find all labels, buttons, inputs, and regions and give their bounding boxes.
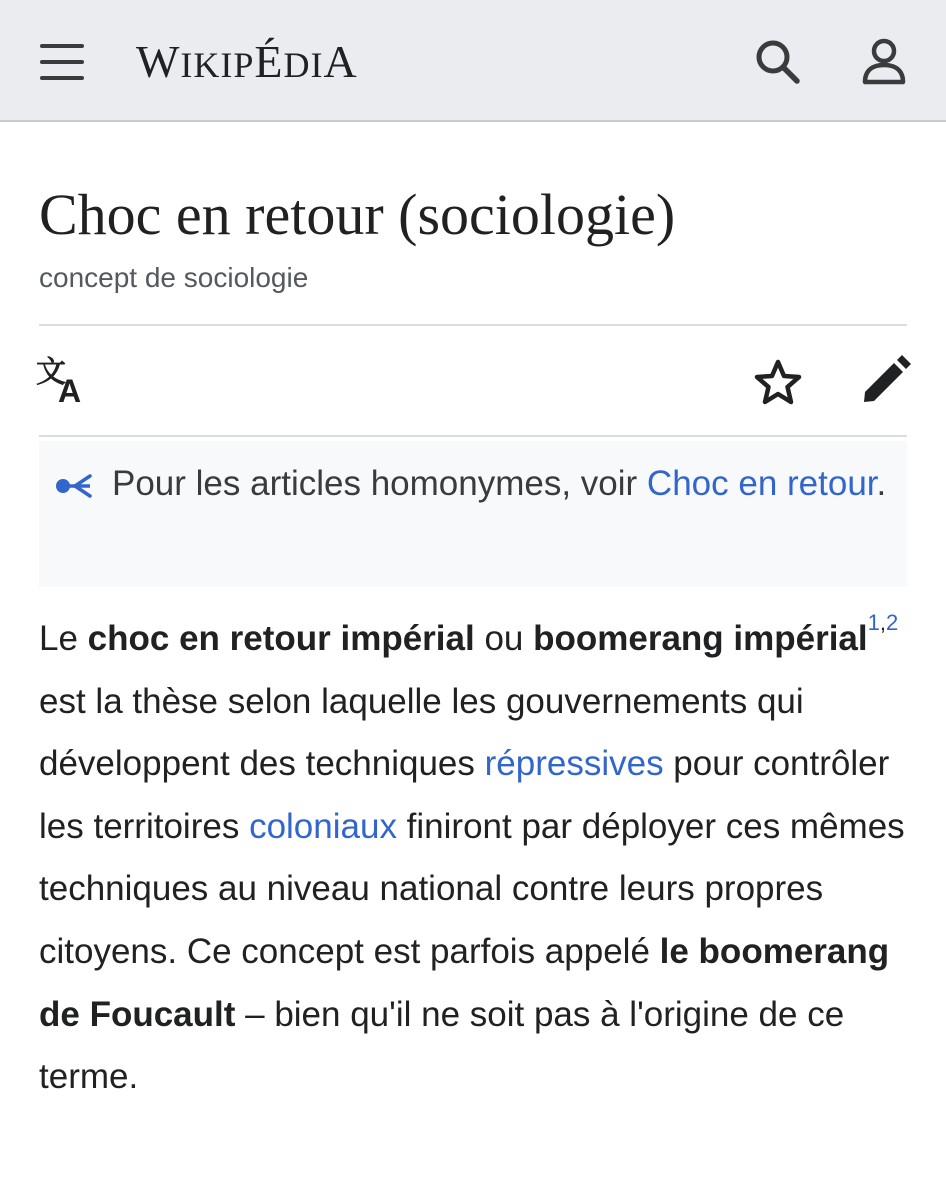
reference-separator: , [879, 610, 887, 635]
svg-text:A: A [58, 373, 82, 409]
page-description: concept de sociologie [39, 262, 309, 293]
wordmark-part: IKIP [180, 45, 255, 85]
hatnote [39, 441, 907, 587]
lead-text: finiront par déployer ces mêmes techniques au niveau national contre leurs propres citoyens. Ce concept est parfois appelé [39, 806, 905, 971]
wordmark-part: É [254, 36, 284, 87]
menu-icon[interactable] [38, 40, 86, 84]
wiki-link-repressives[interactable]: répressives [484, 744, 664, 784]
page-title: Choc en retour (sociologie) [39, 182, 676, 247]
user-icon[interactable] [858, 36, 910, 88]
wordmark-part: DI [283, 45, 324, 85]
hatnote-text [112, 453, 892, 515]
lead-bold: le boomerang de Foucault [39, 931, 890, 1034]
pencil-icon[interactable] [856, 352, 912, 412]
wikipedia-wordmark[interactable] [136, 34, 358, 90]
search-icon[interactable] [752, 36, 804, 88]
lead-text: ou [474, 619, 534, 658]
lead-paragraph [39, 608, 919, 1109]
disambiguation-icon [53, 471, 95, 501]
menu-bar [40, 44, 84, 48]
menu-bar [40, 76, 84, 80]
reference [868, 610, 899, 635]
lead-text: pour contrôler les territoires [39, 744, 890, 846]
wordmark-part: W [136, 36, 181, 87]
lead-bold: choc en retour impérial [87, 619, 475, 658]
wordmark-part: A [323, 36, 358, 87]
hatnote-prefix: Pour les articles homonymes, voir [112, 464, 647, 503]
reference-link[interactable]: 1 [867, 610, 880, 635]
svg-text:文: 文 [36, 355, 66, 390]
divider [39, 435, 907, 437]
language-icon[interactable] [36, 352, 92, 412]
reference-link[interactable]: 2 [886, 610, 899, 635]
lead-text: – bien qu'il ne soit pas à l'origine de ce terme. [39, 994, 845, 1097]
star-icon[interactable] [750, 352, 806, 412]
divider [39, 324, 907, 326]
lead-text: Le [39, 619, 88, 658]
lead-bold: boomerang impérial [533, 619, 868, 658]
menu-bar [40, 60, 84, 64]
lead-text: est la thèse selon laquelle les gouvernements qui développent des techniques [39, 681, 804, 784]
hatnote-suffix: . [876, 464, 887, 503]
wiki-link-coloniaux[interactable]: coloniaux [249, 806, 397, 846]
hatnote-link[interactable]: Choc en retour [646, 464, 877, 503]
header [0, 0, 946, 122]
